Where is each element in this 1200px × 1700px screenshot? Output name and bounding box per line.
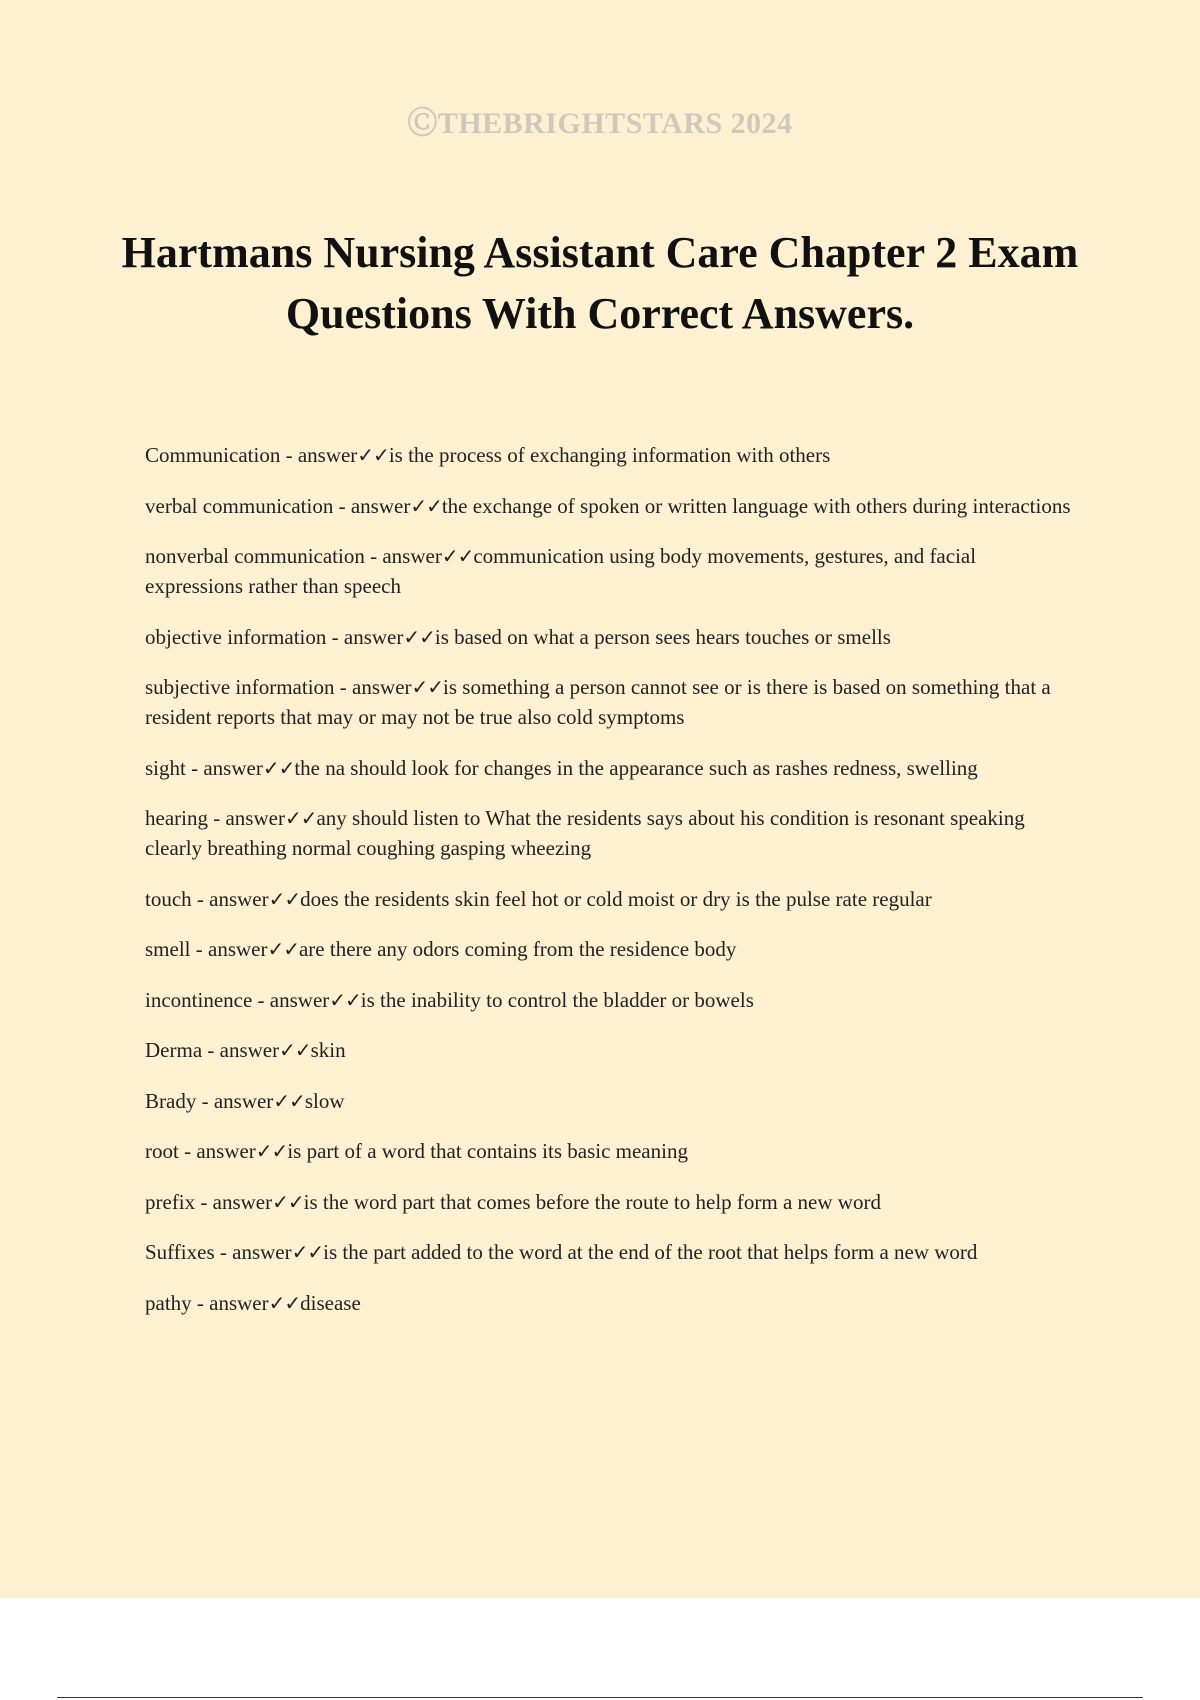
qa-item <box>145 541 1075 601</box>
qa-item <box>145 672 1075 732</box>
qa-item <box>145 1237 1075 1267</box>
qa-item <box>145 622 1075 652</box>
answer-separator: - answer <box>178 1139 256 1163</box>
qa-term: prefix <box>145 1189 196 1214</box>
qa-answer: disease <box>300 1290 361 1315</box>
qa-term: root <box>145 1139 179 1163</box>
answer-separator: - answer <box>202 1038 280 1062</box>
answer-separator: - answer <box>207 806 285 830</box>
qa-answer: the exchange of spoken or written language with others during interactions <box>441 493 1071 518</box>
double-check-icon: ✓✓ <box>255 1139 288 1163</box>
qa-answer: the na should look for changes in the appearance such as rashes redness, swelling <box>294 755 978 780</box>
qa-answer: is something a person cannot see or is there is based on something that a resident reports that may or may not be true also cold symptoms <box>145 675 1051 729</box>
qa-answer: is the inability to control the bladder or bowels <box>360 987 754 1012</box>
qa-item <box>145 1136 1075 1166</box>
answer-separator: - answer <box>280 443 358 467</box>
qa-term: Derma <box>145 1038 203 1062</box>
qa-term: nonverbal communication <box>145 544 365 568</box>
qa-answer: is the part added to the word at the end of the root that helps form a new word <box>323 1240 978 1264</box>
qa-answer: is the word part that comes before the route to help form a new word <box>303 1189 881 1214</box>
double-check-icon: ✓✓ <box>284 806 317 830</box>
qa-term: Suffixes <box>145 1240 215 1264</box>
qa-answer: is part of a word that contains its basic meaning <box>287 1139 688 1163</box>
qa-answer: any should listen to What the residents says about his condition is resonant speaking clearly breathing normal coughing gasping wheezing <box>145 806 1025 860</box>
qa-item <box>145 985 1075 1015</box>
qa-answer: is the process of exchanging information with others <box>388 443 831 467</box>
double-check-icon: ✓✓ <box>410 493 442 518</box>
answer-separator: - answer <box>364 544 442 568</box>
double-check-icon: ✓✓ <box>411 675 444 699</box>
double-check-icon: ✓✓ <box>291 1240 324 1264</box>
qa-item <box>145 934 1075 964</box>
page-divider <box>57 1697 1143 1698</box>
qa-answer: communication using body movements, gestures, and facial expressions rather than speech <box>145 544 977 598</box>
double-check-icon: ✓✓ <box>268 1290 301 1315</box>
qa-term: touch <box>145 886 192 911</box>
qa-item <box>145 1187 1075 1217</box>
double-check-icon: ✓✓ <box>403 624 435 649</box>
qa-term: smell <box>145 937 191 961</box>
document-title: Hartmans Nursing Assistant Care Chapter 2 Exam Questions With Correct Answers. <box>121 228 1079 338</box>
qa-term: Brady <box>145 1088 197 1113</box>
answer-separator: - answer <box>195 1189 273 1214</box>
qa-term: incontinence <box>145 987 253 1012</box>
double-check-icon: ✓✓ <box>262 755 295 780</box>
qa-answer: skin <box>310 1038 346 1062</box>
double-check-icon: ✓✓ <box>441 544 474 568</box>
qa-item <box>145 1288 1075 1318</box>
qa-item <box>145 753 1075 783</box>
qa-term: sight <box>145 755 186 780</box>
answer-separator: - answer <box>252 987 330 1012</box>
copyright-watermark: ⒸTHEBRIGHTSTARS 2024 <box>407 107 793 140</box>
double-check-icon: ✓✓ <box>357 443 389 467</box>
qa-term: hearing <box>145 806 208 830</box>
qa-term: verbal communication <box>145 493 334 518</box>
answer-separator: - answer <box>191 1290 269 1315</box>
answer-separator: - answer <box>333 493 411 518</box>
qa-list <box>145 440 1075 1338</box>
qa-answer: is based on what a person sees hears touches or smells <box>434 624 891 649</box>
qa-item <box>145 1035 1075 1065</box>
double-check-icon: ✓✓ <box>273 1088 305 1113</box>
double-check-icon: ✓✓ <box>267 937 299 961</box>
qa-item <box>145 884 1075 914</box>
answer-separator: - answer <box>190 937 268 961</box>
qa-item <box>145 803 1075 863</box>
qa-term: Communication <box>145 443 281 467</box>
double-check-icon: ✓✓ <box>272 1189 304 1214</box>
double-check-icon: ✓✓ <box>329 987 361 1012</box>
qa-answer: slow <box>304 1088 345 1113</box>
answer-separator: - answer <box>196 1088 274 1113</box>
answer-separator: - answer <box>191 886 269 911</box>
answer-separator: - answer <box>326 624 404 649</box>
qa-item <box>145 491 1075 521</box>
qa-item <box>145 440 1075 470</box>
qa-item <box>145 1086 1075 1116</box>
qa-term: subjective information <box>145 675 335 699</box>
qa-answer: are there any odors coming from the residence body <box>298 937 737 961</box>
qa-term: objective information <box>145 624 327 649</box>
qa-term: pathy <box>145 1290 192 1315</box>
double-check-icon: ✓✓ <box>268 886 301 911</box>
answer-separator: - answer <box>334 675 412 699</box>
answer-separator: - answer <box>185 755 263 780</box>
answer-separator: - answer <box>214 1240 292 1264</box>
qa-answer: does the residents skin feel hot or cold moist or dry is the pulse rate regular <box>300 886 932 911</box>
double-check-icon: ✓✓ <box>279 1038 311 1062</box>
